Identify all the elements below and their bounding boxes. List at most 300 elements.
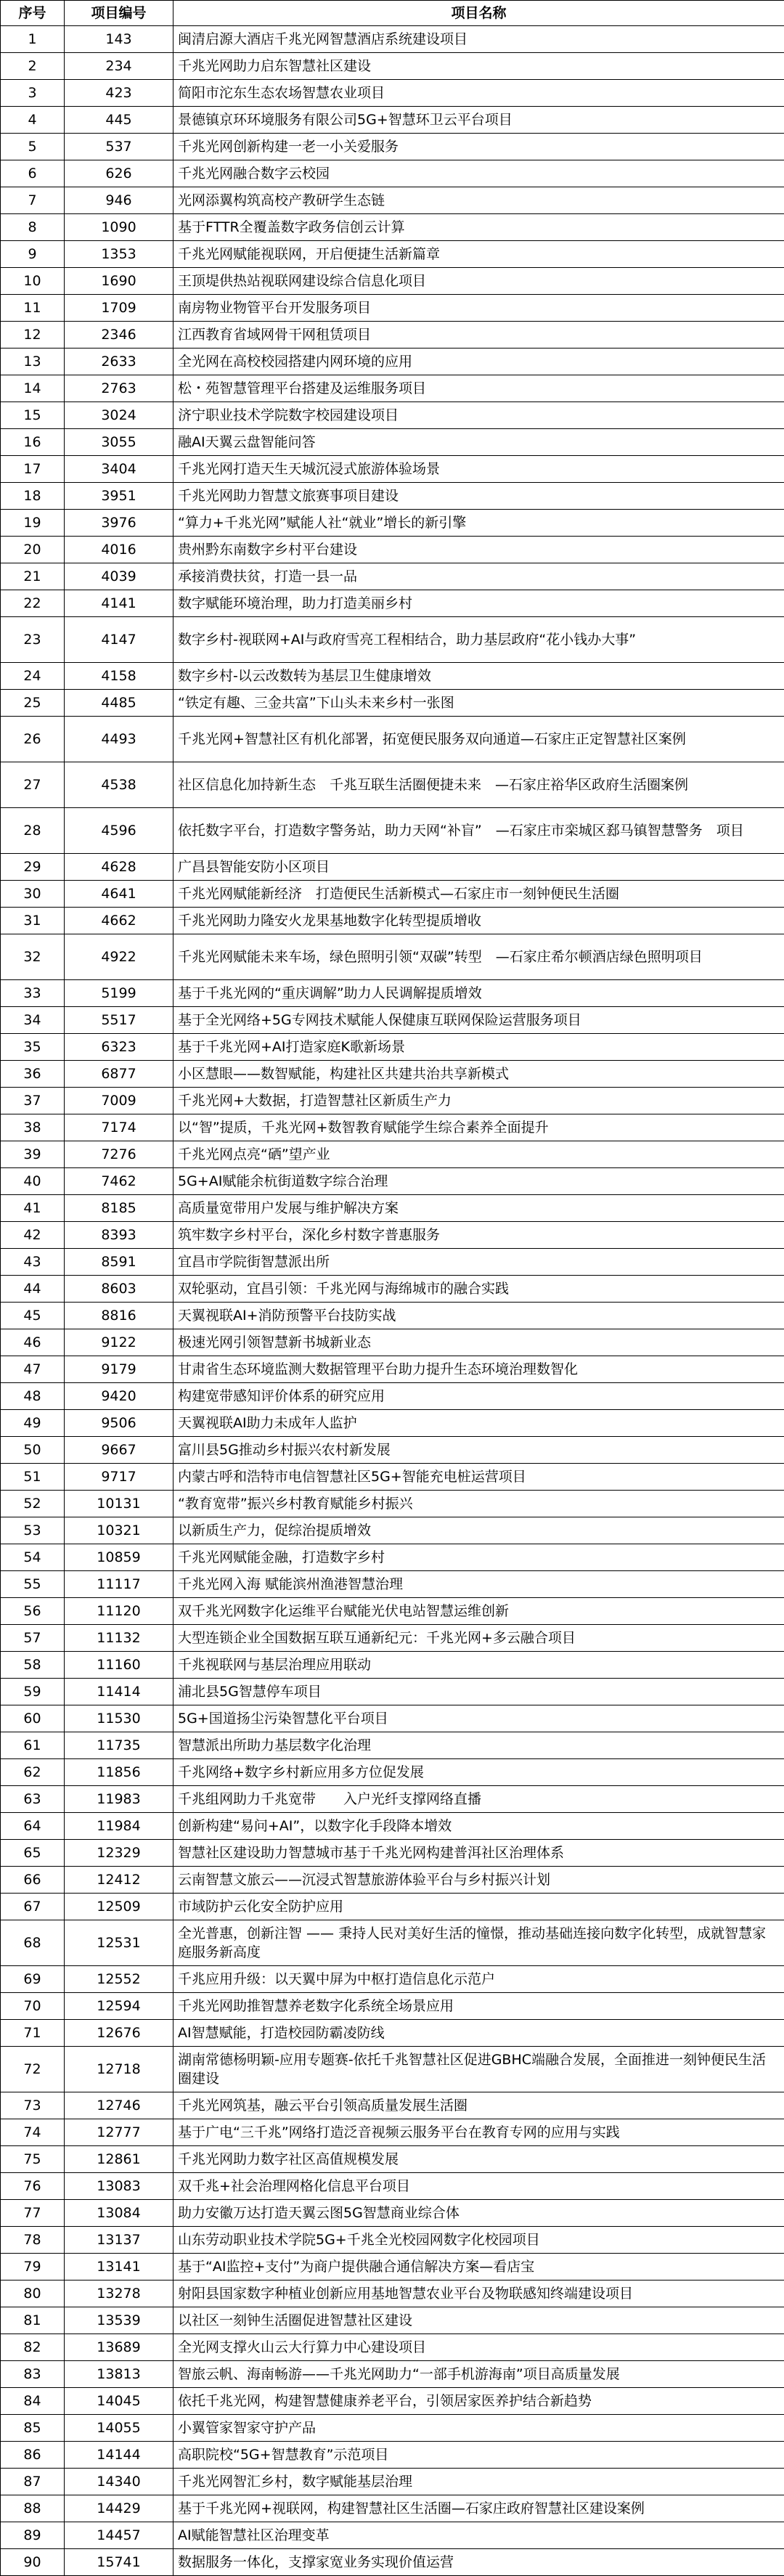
cell-seq: 23: [1, 617, 65, 663]
table-row: [1, 1437, 784, 1464]
cell-seq: 15: [1, 402, 65, 429]
table-row: [1, 1544, 784, 1571]
table-row: [1, 1168, 784, 1195]
cell-seq: 54: [1, 1544, 65, 1571]
cell-seq: 17: [1, 456, 65, 483]
cell-seq: 3: [1, 80, 65, 107]
cell-name: 基于“AI监控+支付”为商户提供融合通信解决方案—看店宝: [173, 2254, 784, 2281]
cell-seq: 48: [1, 1383, 65, 1410]
table-row: [1, 617, 784, 663]
cell-seq: 43: [1, 1249, 65, 1276]
cell-code: 4158: [65, 663, 173, 690]
cell-code: 3024: [65, 402, 173, 429]
cell-code: 3055: [65, 429, 173, 456]
cell-code: 6877: [65, 1061, 173, 1088]
cell-seq: 61: [1, 1732, 65, 1759]
cell-code: 9420: [65, 1383, 173, 1410]
cell-name: 融AI天翼云盘智能问答: [173, 429, 784, 456]
cell-code: 12861: [65, 2146, 173, 2173]
cell-seq: 26: [1, 717, 65, 762]
cell-code: 12329: [65, 1840, 173, 1867]
cell-name: 千兆网络+数字乡村新应用多方位促发展: [173, 1759, 784, 1786]
cell-name: 甘肃省生态环境监测大数据管理平台助力提升生态环境治理数智化: [173, 1356, 784, 1383]
cell-name: 助力安徽万达打造天翼云图5G智慧商业综合体: [173, 2200, 784, 2227]
cell-seq: 25: [1, 690, 65, 717]
cell-seq: 37: [1, 1088, 65, 1114]
cell-code: 7276: [65, 1141, 173, 1168]
cell-seq: 10: [1, 268, 65, 295]
cell-code: 14429: [65, 2495, 173, 2522]
cell-seq: 24: [1, 663, 65, 690]
cell-seq: 49: [1, 1410, 65, 1437]
cell-name: 基于千兆光网的“重庆调解”助力人民调解提质增效: [173, 980, 784, 1007]
table-row: [1, 483, 784, 510]
cell-code: 4662: [65, 908, 173, 934]
cell-code: 1353: [65, 241, 173, 268]
cell-code: 7009: [65, 1088, 173, 1114]
table-row: [1, 107, 784, 134]
cell-seq: 88: [1, 2495, 65, 2522]
table-row: [1, 2146, 784, 2173]
table-row: [1, 322, 784, 349]
cell-code: 11414: [65, 1679, 173, 1705]
cell-name: 南房物业物管平台开发服务项目: [173, 295, 784, 322]
cell-name: 闽清启源大酒店千兆光网智慧酒店系统建设项目: [173, 26, 784, 53]
cell-name: 以“智”提质，千兆光网+数智教育赋能学生综合素养全面提升: [173, 1114, 784, 1141]
cell-code: 11120: [65, 1598, 173, 1625]
header-code: 项目编号: [65, 1, 173, 26]
cell-name: “算力+千兆光网”赋能人社“就业”增长的新引擎: [173, 510, 784, 537]
cell-code: 8591: [65, 1249, 173, 1276]
cell-name: 千兆光网助力启东智慧社区建设: [173, 53, 784, 80]
cell-name: 基于全光网络+5G专网技术赋能人保健康互联网保险运营服务项目: [173, 1007, 784, 1034]
cell-name: 江西教育省域网骨干网租赁项目: [173, 322, 784, 349]
cell-name: 智慧派出所助力基层数字化治理: [173, 1732, 784, 1759]
cell-code: 13278: [65, 2281, 173, 2307]
cell-seq: 67: [1, 1894, 65, 1920]
cell-seq: 28: [1, 808, 65, 854]
cell-name: 千兆光网助力数字社区高值规模发展: [173, 2146, 784, 2173]
table-header-row: [1, 1, 784, 26]
table-row: [1, 717, 784, 762]
cell-code: 2633: [65, 349, 173, 375]
cell-name: 千兆光网入海 赋能滨州渔港智慧治理: [173, 1571, 784, 1598]
cell-code: 11160: [65, 1652, 173, 1679]
cell-name: 小翼管家智家守护产品: [173, 2415, 784, 2442]
header-seq: 序号: [1, 1, 65, 26]
cell-seq: 69: [1, 1966, 65, 1993]
cell-name: 千兆光网筑基，融云平台引领高质量发展生活圈: [173, 2092, 784, 2119]
cell-seq: 81: [1, 2307, 65, 2334]
cell-code: 8185: [65, 1195, 173, 1222]
cell-seq: 5: [1, 134, 65, 160]
cell-name: 基于千兆光网+视联网，构建智慧社区生活圈—石家庄政府智慧社区建设案例: [173, 2495, 784, 2522]
cell-name: 智慧社区建设助力智慧城市基于千兆光网构建普洱社区治理体系: [173, 1840, 784, 1867]
cell-seq: 35: [1, 1034, 65, 1061]
cell-code: 9179: [65, 1356, 173, 1383]
cell-name: 数字乡村-以云改数转为基层卫生健康增效: [173, 663, 784, 690]
cell-code: 3404: [65, 456, 173, 483]
table-row: [1, 1705, 784, 1732]
cell-name: 富川县5G推动乡村振兴农村新发展: [173, 1437, 784, 1464]
table-row: [1, 1034, 784, 1061]
cell-code: 11735: [65, 1732, 173, 1759]
cell-name: 以新质生产力，促综治提质增效: [173, 1517, 784, 1544]
cell-seq: 79: [1, 2254, 65, 2281]
cell-seq: 66: [1, 1867, 65, 1894]
table-row: [1, 908, 784, 934]
table-row: [1, 1652, 784, 1679]
table-row: [1, 1276, 784, 1303]
cell-code: 13084: [65, 2200, 173, 2227]
table-row: [1, 1195, 784, 1222]
cell-seq: 75: [1, 2146, 65, 2173]
table-row: [1, 2092, 784, 2119]
table-row: [1, 1329, 784, 1356]
cell-seq: 40: [1, 1168, 65, 1195]
table-row: [1, 2020, 784, 2047]
cell-name: 5G+国道扬尘污染智慧化平台项目: [173, 1705, 784, 1732]
cell-name: 全光网支撑火山云大行算力中心建设项目: [173, 2334, 784, 2361]
cell-seq: 80: [1, 2281, 65, 2307]
cell-code: 3951: [65, 483, 173, 510]
cell-seq: 90: [1, 2549, 65, 2576]
cell-code: 12718: [65, 2047, 173, 2092]
table-row: [1, 537, 784, 563]
cell-code: 5199: [65, 980, 173, 1007]
cell-name: 数字乡村-视联网+AI与政府雪亮工程相结合，助力基层政府“花小钱办大事”: [173, 617, 784, 663]
table-row: [1, 2495, 784, 2522]
cell-name: 景德镇京环环境服务有限公司5G+智慧环卫云平台项目: [173, 107, 784, 134]
cell-name: 社区信息化加持新生态 千兆互联生活圈便捷未来 —石家庄裕华区政府生活圈案例: [173, 762, 784, 808]
cell-seq: 7: [1, 187, 65, 214]
table-row: [1, 268, 784, 295]
table-row: [1, 26, 784, 53]
table-row: [1, 1249, 784, 1276]
cell-code: 8393: [65, 1222, 173, 1249]
table-row: [1, 1007, 784, 1034]
cell-name: 依托千兆光网，构建智慧健康养老平台，引领居家医养护结合新趋势: [173, 2388, 784, 2415]
cell-seq: 72: [1, 2047, 65, 2092]
cell-seq: 42: [1, 1222, 65, 1249]
cell-seq: 68: [1, 1920, 65, 1966]
cell-code: 1709: [65, 295, 173, 322]
cell-seq: 30: [1, 881, 65, 908]
cell-seq: 22: [1, 590, 65, 617]
cell-code: 12777: [65, 2119, 173, 2146]
table-row: [1, 1410, 784, 1437]
table-row: [1, 2047, 784, 2092]
cell-name: 千兆光网助力智慧文旅赛事项目建设: [173, 483, 784, 510]
table-row: [1, 187, 784, 214]
cell-seq: 51: [1, 1464, 65, 1491]
cell-name: 千兆光网融合数字云校园: [173, 160, 784, 187]
cell-seq: 73: [1, 2092, 65, 2119]
cell-code: 4493: [65, 717, 173, 762]
cell-seq: 76: [1, 2173, 65, 2200]
cell-code: 6323: [65, 1034, 173, 1061]
cell-code: 5517: [65, 1007, 173, 1034]
cell-code: 4596: [65, 808, 173, 854]
cell-name: 基于广电“三千兆”网络打造泛音视频云服务平台在教育专网的应用与实践: [173, 2119, 784, 2146]
table-row: [1, 1356, 784, 1383]
cell-seq: 63: [1, 1786, 65, 1813]
cell-code: 11530: [65, 1705, 173, 1732]
table-row: [1, 375, 784, 402]
cell-seq: 50: [1, 1437, 65, 1464]
table-row: [1, 1786, 784, 1813]
table-row: [1, 1464, 784, 1491]
cell-name: 千兆光网赋能新经济 打造便民生活新模式—石家庄市一刻钟便民生活圈: [173, 881, 784, 908]
cell-seq: 41: [1, 1195, 65, 1222]
cell-code: 11983: [65, 1786, 173, 1813]
cell-code: 13689: [65, 2334, 173, 2361]
cell-code: 13539: [65, 2307, 173, 2334]
table-row: [1, 2334, 784, 2361]
header-name: 项目名称: [173, 1, 784, 26]
cell-code: 12412: [65, 1867, 173, 1894]
cell-name: 筑牢数字乡村平台，深化乡村数字普惠服务: [173, 1222, 784, 1249]
table-row: [1, 1303, 784, 1329]
cell-name: 千兆光网打造天生天城沉浸式旅游体验场景: [173, 456, 784, 483]
table-row: [1, 1920, 784, 1966]
table-row: [1, 510, 784, 537]
table-row: [1, 1993, 784, 2020]
cell-seq: 36: [1, 1061, 65, 1088]
table-row: [1, 1222, 784, 1249]
table-row: [1, 2254, 784, 2281]
cell-code: 8816: [65, 1303, 173, 1329]
cell-seq: 58: [1, 1652, 65, 1679]
cell-seq: 45: [1, 1303, 65, 1329]
cell-name: 高质量宽带用户发展与维护解决方案: [173, 1195, 784, 1222]
cell-code: 234: [65, 53, 173, 80]
cell-name: 王顶堤供热站视联网建设综合信息化项目: [173, 268, 784, 295]
cell-name: 全光网在高校校园搭建内网环境的应用: [173, 349, 784, 375]
table-row: [1, 2549, 784, 2576]
table-row: [1, 2119, 784, 2146]
cell-code: 14340: [65, 2469, 173, 2495]
table-row: [1, 1571, 784, 1598]
cell-code: 12746: [65, 2092, 173, 2119]
cell-code: 9667: [65, 1437, 173, 1464]
cell-code: 2346: [65, 322, 173, 349]
cell-code: 14045: [65, 2388, 173, 2415]
table-row: [1, 590, 784, 617]
table-row: [1, 2415, 784, 2442]
cell-name: 双千兆光网数字化运维平台赋能光伏电站智慧运维创新: [173, 1598, 784, 1625]
cell-code: 12594: [65, 1993, 173, 2020]
table-row: [1, 1114, 784, 1141]
cell-name: 浦北县5G智慧停车项目: [173, 1679, 784, 1705]
cell-seq: 9: [1, 241, 65, 268]
cell-name: 松・苑智慧管理平台搭建及运维服务项目: [173, 375, 784, 402]
cell-code: 7462: [65, 1168, 173, 1195]
cell-seq: 65: [1, 1840, 65, 1867]
table-row: [1, 241, 784, 268]
cell-name: 千兆光网助推智慧养老数字化系统全场景应用: [173, 1993, 784, 2020]
table-row: [1, 2442, 784, 2469]
cell-name: 千兆光网点亮“硒”望产业: [173, 1141, 784, 1168]
table-row: [1, 1679, 784, 1705]
cell-seq: 39: [1, 1141, 65, 1168]
cell-name: 5G+AI赋能余杭街道数字综合治理: [173, 1168, 784, 1195]
table-row: [1, 1894, 784, 1920]
table-row: [1, 1517, 784, 1544]
table-row: [1, 214, 784, 241]
cell-code: 13083: [65, 2173, 173, 2200]
cell-code: 10131: [65, 1491, 173, 1517]
cell-seq: 31: [1, 908, 65, 934]
cell-seq: 2: [1, 53, 65, 80]
cell-name: 双轮驱动，宜昌引领：千兆光网与海绵城市的融合实践: [173, 1276, 784, 1303]
cell-seq: 14: [1, 375, 65, 402]
table-body: [1, 26, 784, 2576]
cell-name: 千兆光网智汇乡村，数字赋能基层治理: [173, 2469, 784, 2495]
table-row: [1, 1088, 784, 1114]
cell-name: “教育宽带”振兴乡村教育赋能乡村振兴: [173, 1491, 784, 1517]
cell-name: 千兆视联网与基层治理应用联动: [173, 1652, 784, 1679]
cell-seq: 71: [1, 2020, 65, 2047]
table-row: [1, 2361, 784, 2388]
table-row: [1, 1625, 784, 1652]
cell-seq: 33: [1, 980, 65, 1007]
cell-code: 537: [65, 134, 173, 160]
cell-name: 光网添翼构筑高校产教研学生态链: [173, 187, 784, 214]
cell-name: 宜昌市学院街智慧派出所: [173, 1249, 784, 1276]
cell-code: 10859: [65, 1544, 173, 1571]
cell-name: AI智慧赋能，打造校园防霸凌防线: [173, 2020, 784, 2047]
cell-seq: 4: [1, 107, 65, 134]
cell-name: 山东劳动职业技术学院5G+千兆全光校园网数字化校园项目: [173, 2227, 784, 2254]
cell-seq: 6: [1, 160, 65, 187]
cell-code: 4641: [65, 881, 173, 908]
cell-name: 依托数字平台，打造数字警务站，助力天网“补盲” —石家庄市栾城区郄马镇智慧警务 项目: [173, 808, 784, 854]
cell-code: 12509: [65, 1894, 173, 1920]
cell-code: 14055: [65, 2415, 173, 2442]
table-row: [1, 2173, 784, 2200]
cell-code: 13137: [65, 2227, 173, 2254]
cell-name: 千兆光网赋能金融，打造数字乡村: [173, 1544, 784, 1571]
cell-name: 济宁职业技术学院数字校园建设项目: [173, 402, 784, 429]
cell-name: 小区慧眼——数智赋能，构建社区共建共治共享新模式: [173, 1061, 784, 1088]
cell-code: 4016: [65, 537, 173, 563]
cell-code: 2763: [65, 375, 173, 402]
table-row: [1, 980, 784, 1007]
cell-code: 7174: [65, 1114, 173, 1141]
table-row: [1, 1383, 784, 1410]
cell-seq: 82: [1, 2334, 65, 2361]
cell-seq: 64: [1, 1813, 65, 1840]
cell-name: 数字赋能环境治理，助力打造美丽乡村: [173, 590, 784, 617]
cell-code: 4147: [65, 617, 173, 663]
table-row: [1, 1491, 784, 1517]
table-row: [1, 2281, 784, 2307]
table-row: [1, 1061, 784, 1088]
cell-seq: 34: [1, 1007, 65, 1034]
cell-code: 11117: [65, 1571, 173, 1598]
cell-seq: 38: [1, 1114, 65, 1141]
cell-code: 11132: [65, 1625, 173, 1652]
cell-name: 数据服务一体化，支撑家宽业务实现价值运营: [173, 2549, 784, 2576]
cell-code: 4922: [65, 934, 173, 980]
cell-seq: 60: [1, 1705, 65, 1732]
cell-seq: 77: [1, 2200, 65, 2227]
cell-name: 基于FTTR全覆盖数字政务信创云计算: [173, 214, 784, 241]
cell-seq: 86: [1, 2442, 65, 2469]
cell-code: 946: [65, 187, 173, 214]
table-row: [1, 1813, 784, 1840]
table-row: [1, 663, 784, 690]
cell-seq: 13: [1, 349, 65, 375]
cell-code: 423: [65, 80, 173, 107]
cell-name: 贵州黔东南数字乡村平台建设: [173, 537, 784, 563]
cell-name: 千兆组网助力千兆宽带 入户光纤支撑网络直播: [173, 1786, 784, 1813]
cell-name: 极速光网引领智慧新书城新业态: [173, 1329, 784, 1356]
cell-seq: 46: [1, 1329, 65, 1356]
cell-code: 11984: [65, 1813, 173, 1840]
cell-seq: 52: [1, 1491, 65, 1517]
cell-name: 天翼视联AI+消防预警平台技防实战: [173, 1303, 784, 1329]
table-row: [1, 690, 784, 717]
cell-code: 445: [65, 107, 173, 134]
cell-seq: 55: [1, 1571, 65, 1598]
table-row: [1, 1867, 784, 1894]
cell-code: 9506: [65, 1410, 173, 1437]
cell-name: 千兆光网+智慧社区有机化部署，拓宽便民服务双向通道—石家庄正定智慧社区案例: [173, 717, 784, 762]
cell-name: 市域防护云化安全防护应用: [173, 1894, 784, 1920]
table-row: [1, 429, 784, 456]
table-row: [1, 762, 784, 808]
cell-seq: 47: [1, 1356, 65, 1383]
cell-seq: 11: [1, 295, 65, 322]
table-row: [1, 402, 784, 429]
cell-seq: 59: [1, 1679, 65, 1705]
cell-code: 12676: [65, 2020, 173, 2047]
table-row: [1, 349, 784, 375]
cell-seq: 27: [1, 762, 65, 808]
cell-seq: 74: [1, 2119, 65, 2146]
cell-seq: 44: [1, 1276, 65, 1303]
cell-seq: 84: [1, 2388, 65, 2415]
cell-seq: 21: [1, 563, 65, 590]
table-row: [1, 1598, 784, 1625]
cell-code: 626: [65, 160, 173, 187]
cell-code: 14144: [65, 2442, 173, 2469]
table-row: [1, 881, 784, 908]
cell-seq: 57: [1, 1625, 65, 1652]
cell-seq: 18: [1, 483, 65, 510]
cell-code: 4485: [65, 690, 173, 717]
cell-name: 大型连锁企业全国数据互联互通新纪元：千兆光网+多云融合项目: [173, 1625, 784, 1652]
table-row: [1, 1966, 784, 1993]
cell-seq: 1: [1, 26, 65, 53]
cell-code: 1690: [65, 268, 173, 295]
table-row: [1, 808, 784, 854]
cell-code: 9122: [65, 1329, 173, 1356]
cell-seq: 20: [1, 537, 65, 563]
cell-code: 13141: [65, 2254, 173, 2281]
cell-name: AI赋能智慧社区治理变革: [173, 2522, 784, 2549]
cell-name: 基于千兆光网+AI打造家庭K歌新场景: [173, 1034, 784, 1061]
cell-name: 千兆应用升级：以天翼中屏为中枢打造信息化示范户: [173, 1966, 784, 1993]
cell-name: 千兆光网赋能视联网，开启便捷生活新篇章: [173, 241, 784, 268]
cell-code: 4039: [65, 563, 173, 590]
cell-name: 双千兆+社会治理网格化信息平台项目: [173, 2173, 784, 2200]
cell-seq: 8: [1, 214, 65, 241]
table-row: [1, 2200, 784, 2227]
cell-seq: 29: [1, 854, 65, 881]
